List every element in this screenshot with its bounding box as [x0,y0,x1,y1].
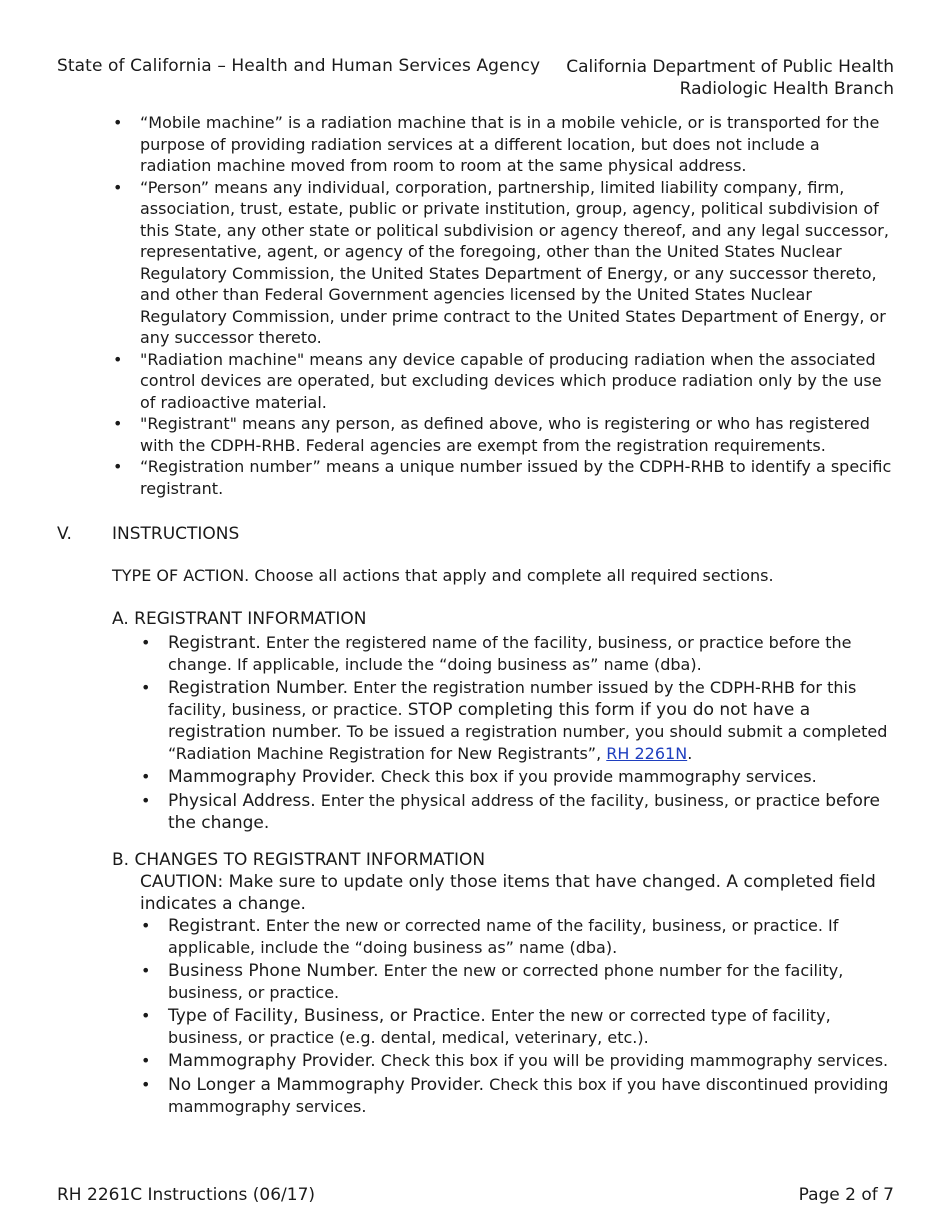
section-v-title: INSTRUCTIONS [112,524,240,544]
section-a-item-registration-number [168,677,896,764]
section-v-number: V. [57,524,72,544]
item-term: Physical Address. [168,791,316,811]
item-text-emphasis: before the change. [168,791,880,833]
definition-mobile-machine: • “Mobile machine” is a radiation machine that is in a mobile vehicle, or is transported for the purpose of providing radiation services at a different location, but does not include a radiation machine moved from room to room at the same physical address. [140,112,896,177]
item-text: Enter the new or corrected name of the facility, business, or practice. If applicable, include the “doing business as” name (dba). [168,916,839,957]
header-agency: State of California – Health and Human Services Agency [57,56,541,76]
section-a-list [168,632,896,836]
section-a-title: A. REGISTRANT INFORMATION [112,609,367,629]
definition-person: • “Person” means any individual, corporation, partnership, limited liability company, firm, association, trust, estate, public or private institution, group, agency, political subdivision of this State, any other state or political subdivision or agency thereof, and any legal successor, representative, agent, or agency of the foregoing, other than the United States Nuclear Regulatory Commission, the United States Department of Energy, or any successor thereto, and other than Federal Government agencies licensed by the United States Nuclear Regulatory Commission, under prime contract to the United States Department of Energy, or any successor thereto. [140,177,896,349]
section-b-item-registrant [168,915,896,958]
section-b-item-facility-type [168,1005,896,1048]
definition-registration-number: • “Registration number” means a unique number issued by the CDPH-RHB to identify a specific registrant. [140,456,896,499]
stop-notice: STOP completing this form if you do not have a registration number. [168,700,811,742]
footer-form-id: RH 2261C Instructions (06/17) [57,1185,316,1205]
definitions-list [140,112,896,499]
item-text: Enter the registered name of the facility, business, or practice before the change. If applicable, include the “doing business as” name (dba). [168,633,852,674]
section-a-item-mammography-provider [168,766,896,788]
item-term: Mammography Provider. [168,1051,376,1071]
item-term: Registrant. [168,633,261,653]
section-a-item-registrant [168,632,896,675]
section-a-item-physical-address [168,790,896,834]
item-text-3: . [687,744,693,763]
item-text: Check this box if you provide mammography services. [375,767,817,786]
definition-registrant: • "Registrant" means any person, as defined above, who is registering or who has registered with the CDPH-RHB. Federal agencies are exempt from the registration requirements. [140,413,896,456]
header-department-name: California Department of Public Health [566,57,894,77]
item-text: Enter the physical address of the facility, business, or practice [315,791,826,810]
section-b-item-no-longer-mammography [168,1074,896,1117]
section-b-item-mammography-provider [168,1050,896,1072]
footer-page-number: Page 2 of 7 [798,1185,894,1205]
header-branch-name: Radiologic Health Branch [679,79,894,99]
item-text: Enter the new or corrected phone number for the facility, business, or practice. [168,961,844,1002]
definition-radiation-machine: • "Radiation machine" means any device capable of producing radiation when the associated control devices are operated, but excluding devices which produce radiation only by the use of radioactive material. [140,349,896,414]
item-term: Business Phone Number. [168,961,379,981]
type-of-action-text: TYPE OF ACTION. Choose all actions that apply and complete all required sections. [112,566,774,585]
item-text: Check this box if you have discontinued providing mammography services. [168,1075,889,1116]
item-text-2: To be issued a registration number, you should submit a completed “Radiation Machine Registration for New Registrants”, [168,722,888,763]
item-text: Enter the new or corrected type of facility, business, or practice (e.g. dental, medical, veterinary, etc.). [168,1006,831,1047]
rh-2261n-link[interactable]: RH 2261N [606,744,688,763]
section-b-item-business-phone [168,960,896,1003]
item-text: Enter the registration number issued by the CDPH-RHB for this facility, business, or practice. [168,678,857,719]
item-text: Check this box if you will be providing mammography services. [375,1051,889,1070]
item-term: Type of Facility, Business, or Practice. [168,1006,486,1026]
item-term: No Longer a Mammography Provider. [168,1075,485,1095]
item-term: Registration Number. [168,678,349,698]
item-term: Registrant. [168,916,261,936]
section-b-list [168,915,896,1119]
section-b-title: B. CHANGES TO REGISTRANT INFORMATION [112,850,486,870]
item-term: Mammography Provider. [168,767,376,787]
section-b-caution: CAUTION: Make sure to update only those items that have changed. A completed field indicates a change. [140,872,876,914]
header-department [566,56,894,100]
